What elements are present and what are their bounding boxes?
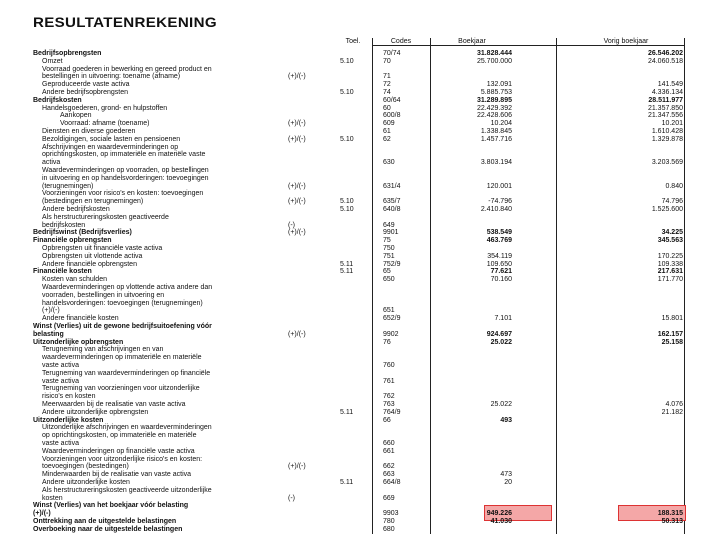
row-label: Waardeverminderingen op voorraden, op bestellingen [42, 167, 209, 174]
row-label: Omzet [42, 57, 63, 65]
row-label: kosten [42, 494, 63, 502]
row-code: 662 [383, 463, 395, 471]
row-note: 5.10 [340, 135, 354, 143]
row-sign: (+)/(-) [288, 73, 306, 81]
row-label: op oprichtingskosten, op immateriële en materiële [42, 432, 197, 440]
row-current-value: -74.796 [488, 198, 512, 206]
row-previous-value: 74.796 [661, 198, 683, 206]
row-label: Waardeverminderingen op financiële vaste activa [42, 447, 195, 455]
row-label: Winst (Verlies) uit de gewone bedrijfsuitoefening vóór [33, 323, 212, 330]
table-row [0, 151, 720, 159]
row-current-value: 924.697 [486, 330, 512, 338]
row-label: oprichtingskosten, op immateriële en materiële vaste [42, 151, 206, 159]
row-current-value: 10.204 [490, 120, 512, 128]
table-row [0, 362, 720, 370]
row-label: Bedrijfskosten [33, 96, 82, 104]
row-previous-value: 26.546.202 [647, 50, 683, 57]
table-row [0, 105, 720, 113]
table-row [0, 50, 720, 58]
row-label: bedrijfskosten [42, 221, 86, 229]
row-previous-value: 25.158 [661, 338, 683, 346]
row-code: 76 [383, 338, 391, 346]
table-row [0, 479, 720, 487]
header-note: Toel. [345, 38, 361, 45]
row-label: Andere uitzonderlijke kosten [42, 479, 130, 486]
row-code: 751 [383, 252, 395, 260]
row-current-value: 20 [504, 479, 512, 486]
row-previous-value: 21.347.556 [647, 112, 683, 120]
row-label: Andere bedrijfsopbrengsten [42, 89, 129, 96]
row-previous-value: 50.313 [661, 518, 683, 525]
row-code: 764/9 [383, 408, 401, 416]
row-label: voorraden, bestellingen in uitvoering en [42, 291, 165, 299]
table-row [0, 370, 720, 378]
row-label: vaste activa [42, 377, 79, 385]
table-row [0, 81, 720, 89]
row-label: Diensten en diverse goederen [42, 128, 136, 135]
table-row [0, 518, 720, 526]
row-current-value: 354.119 [487, 252, 512, 260]
row-code: 631/4 [383, 182, 401, 190]
table-row [0, 284, 720, 292]
row-previous-value: 1.610.428 [651, 128, 683, 135]
row-code: 640/8 [383, 206, 401, 213]
row-sign: (+)/(-) [288, 198, 306, 206]
row-label: Aankopen [60, 112, 92, 120]
row-label: (terugnemingen) [42, 182, 94, 190]
row-label: Bedrijfswinst (Bedrijfsverlies) [33, 229, 132, 237]
row-sign: (+)/(-) [288, 120, 306, 128]
row-label: Meerwaarden bij de realisatie van vaste activa [42, 401, 186, 408]
row-code: 635/7 [383, 198, 401, 206]
row-previous-value: 21.182 [661, 408, 683, 416]
row-label: Andere uitzonderlijke opbrengsten [42, 408, 149, 416]
row-label: Handelsgoederen, grond- en hulpstoffen [42, 104, 168, 112]
table-row [0, 237, 720, 245]
row-label: Overboeking naar de uitgestelde belastingen [33, 525, 183, 533]
row-label: Bezoldigingen, sociale lasten en pensioenen [42, 135, 181, 143]
row-previous-value: 3.203.569 [651, 159, 683, 167]
table-row [0, 448, 720, 456]
row-current-value: 31.828.444 [476, 50, 512, 57]
page-title: RESULTATENREKENING [33, 14, 217, 30]
row-note: 5.11 [340, 479, 354, 486]
row-label: Andere financiële kosten [42, 315, 119, 323]
row-previous-value: 1.329.878 [651, 135, 683, 143]
table-row [0, 245, 720, 253]
table-row [0, 510, 720, 518]
row-label: Financiële kosten [33, 268, 92, 276]
row-label: Uitzonderlijke kosten [33, 416, 104, 424]
table-row [0, 229, 720, 237]
row-current-value: 25.022 [490, 401, 512, 408]
table-row [0, 393, 720, 401]
row-label: (+)/(-) [33, 510, 51, 518]
row-code: 750 [383, 245, 395, 252]
row-label: Voorzieningen voor uitzonderlijke risico's en kosten: [42, 455, 203, 463]
row-previous-value: 141.549 [657, 81, 683, 89]
table-row [0, 128, 720, 136]
row-code: 75 [383, 237, 391, 245]
row-label: (bestedingen en terugnemingen) [42, 198, 144, 206]
row-code: 760 [383, 362, 395, 369]
row-code: 9901 [383, 229, 399, 237]
row-label: activa [42, 159, 61, 167]
row-sign: (-) [288, 221, 295, 229]
row-note: 5.10 [340, 89, 354, 96]
table-row [0, 432, 720, 440]
table-row [0, 120, 720, 128]
row-code: 60/64 [383, 96, 401, 104]
row-current-value: 1.338.845 [480, 128, 512, 135]
row-label: Als herstructureringskosten geactiveerde uitzonderlijke [42, 486, 212, 494]
row-code: 663 [383, 471, 395, 479]
row-code: 761 [383, 377, 395, 385]
row-current-value: 7.101 [494, 315, 512, 323]
table-row [0, 144, 720, 152]
row-sign: (+)/(-) [288, 229, 306, 237]
row-code: 660 [383, 440, 395, 447]
row-label: Voorraad: afname (toename) [60, 120, 150, 128]
row-current-value: 25.700.000 [476, 57, 512, 65]
row-current-value: 5.885.753 [480, 89, 512, 96]
row-current-value: 25.022 [490, 338, 512, 346]
row-code: 762 [383, 393, 395, 401]
row-previous-value: 188.315 [657, 510, 683, 518]
table-row [0, 253, 720, 261]
row-current-value: 949.226 [486, 510, 512, 518]
row-code: 65 [383, 268, 391, 276]
row-previous-value: 109.338 [657, 260, 683, 268]
table-row [0, 307, 720, 315]
table-row [0, 339, 720, 347]
row-code: 752/9 [383, 260, 401, 268]
row-previous-value: 217.631 [657, 268, 683, 276]
row-current-value: 538.549 [486, 229, 512, 237]
header-previous: Vorig boekjaar [603, 38, 649, 45]
row-label: toevoegingen (bestedingen) [42, 463, 129, 471]
table-row [0, 222, 720, 230]
row-label: Andere bedrijfskosten [42, 206, 110, 213]
table-row [0, 495, 720, 503]
table-row [0, 417, 720, 425]
table-row [0, 198, 720, 206]
row-label: vaste activa [42, 440, 79, 447]
row-note: 5.10 [340, 57, 354, 65]
row-sign: (+)/(-) [288, 463, 306, 471]
row-code: 74 [383, 89, 391, 96]
row-current-value: 2.410.840 [480, 206, 512, 213]
row-previous-value: 4.076 [665, 401, 683, 408]
table-row [0, 136, 720, 144]
row-label: Kosten van schulden [42, 276, 107, 284]
row-label: Voorzieningen voor risico's en kosten: toevoegingen [42, 190, 204, 198]
header-rule [372, 45, 684, 46]
row-code: 70/74 [383, 50, 401, 57]
row-current-value: 109.650 [486, 260, 512, 268]
table-row [0, 112, 720, 120]
row-previous-value: 1.525.600 [651, 206, 683, 213]
row-code: 763 [383, 401, 395, 408]
row-previous-value: 162.157 [657, 330, 683, 338]
row-code: 62 [383, 135, 391, 143]
row-note: 5.11 [340, 268, 354, 276]
row-sign: (+)/(-) [288, 135, 306, 143]
row-previous-value: 4.336.134 [651, 89, 683, 96]
row-current-value: 22.429.392 [476, 104, 512, 112]
table-row [0, 58, 720, 66]
row-code: 652/9 [383, 315, 401, 323]
row-code: 72 [383, 81, 391, 89]
row-label: belasting [33, 330, 64, 338]
row-previous-value: 21.357.850 [647, 104, 683, 112]
row-code: 650 [383, 276, 395, 284]
table-row [0, 159, 720, 167]
row-note: 5.11 [340, 260, 354, 268]
table-row [0, 89, 720, 97]
row-note: 5.10 [340, 206, 354, 213]
table-row [0, 526, 720, 534]
row-label: Minderwaarden bij de realisatie van vaste activa [42, 471, 192, 479]
table-row [0, 190, 720, 198]
row-label: Terugneming van waardeverminderingen op financiële [42, 369, 211, 377]
row-code: 66 [383, 416, 391, 424]
row-code: 609 [383, 120, 395, 128]
row-note: 5.11 [340, 408, 354, 416]
row-label: Afschrijvingen en waardeverminderingen op [42, 143, 179, 151]
row-label: Voorraad goederen in bewerking en gereed product en [42, 65, 212, 73]
row-current-value: 31.289.895 [476, 96, 512, 104]
row-code: 649 [383, 221, 395, 229]
row-previous-value: 10.201 [661, 120, 683, 128]
table-row [0, 315, 720, 323]
header-current: Boekjaar [458, 38, 486, 45]
row-previous-value: 24.060.518 [647, 57, 683, 65]
table-row [0, 66, 720, 74]
row-label: in uitvoering en op handelsvorderingen: toevoegingen [42, 174, 209, 182]
table-row [0, 214, 720, 222]
table-row [0, 300, 720, 308]
row-current-value: 77.621 [490, 268, 512, 276]
row-code: 630 [383, 159, 395, 167]
table-row [0, 331, 720, 339]
row-current-value: 1.457.716 [480, 135, 512, 143]
row-label: Terugneming van voorzieningen voor uitzonderlijke [42, 385, 200, 393]
table-row [0, 292, 720, 300]
table-row [0, 323, 720, 331]
row-label: vaste activa [42, 362, 79, 369]
row-label: Uitzonderlijke opbrengsten [33, 338, 124, 346]
table-row [0, 167, 720, 175]
table-row [0, 354, 720, 362]
row-previous-value: 170.225 [657, 252, 683, 260]
table-row [0, 261, 720, 269]
row-code: 600/8 [383, 112, 401, 120]
row-code: 70 [383, 57, 391, 65]
row-previous-value: 28.511.977 [648, 96, 683, 104]
row-previous-value: 0.840 [665, 182, 683, 190]
row-code: 60 [383, 104, 391, 112]
row-current-value: 3.803.194 [480, 159, 512, 167]
row-label: Terugneming van afschrijvingen en van [42, 346, 164, 354]
row-previous-value: 34.225 [661, 229, 683, 237]
table-row [0, 502, 720, 510]
table-row [0, 175, 720, 183]
row-previous-value: 171.770 [657, 276, 683, 284]
row-code: 669 [383, 494, 395, 502]
row-current-value: 493 [500, 416, 512, 424]
table-row [0, 409, 720, 417]
table-row [0, 378, 720, 386]
row-code: 780 [383, 518, 395, 525]
row-label: Onttrekking aan de uitgestelde belastingen [33, 518, 177, 525]
row-previous-value: 15.801 [661, 315, 683, 323]
table-row [0, 183, 720, 191]
row-current-value: 473 [500, 471, 512, 479]
table-row [0, 424, 720, 432]
table-row [0, 401, 720, 409]
row-label: bestellingen in uitvoering: toename (afname) [42, 73, 181, 81]
row-current-value: 70.160 [490, 276, 512, 284]
row-code: 71 [383, 73, 391, 81]
table-row [0, 268, 720, 276]
row-code: 664/8 [383, 479, 401, 486]
table-row [0, 456, 720, 464]
row-current-value: 22.428.606 [476, 112, 512, 120]
table-row [0, 487, 720, 495]
table-row [0, 463, 720, 471]
row-label: Opbrengsten uit financiële vaste activa [42, 245, 163, 252]
row-code: 9902 [383, 330, 399, 338]
row-code: 661 [383, 447, 395, 455]
row-previous-value: 345.563 [657, 237, 683, 245]
row-label: Opbrengsten uit vlottende activa [42, 252, 143, 260]
table-row [0, 276, 720, 284]
header-code: Codes [390, 38, 412, 45]
row-current-value: 132.091 [486, 81, 512, 89]
row-label: Uitzonderlijke afschrijvingen en waardeverminderingen [42, 424, 212, 432]
table-row [0, 440, 720, 448]
row-label: Geproduceerde vaste activa [42, 81, 130, 89]
row-label: Bedrijfsopbrengsten [33, 50, 102, 57]
row-label: risico's en kosten [42, 393, 96, 401]
row-label: waardeverminderingen op immateriële en materiële [42, 354, 202, 362]
row-label: Winst (Verlies) van het boekjaar vóór belasting [33, 502, 189, 510]
table-row [0, 385, 720, 393]
row-note: 5.10 [340, 198, 354, 206]
row-label: Financiële opbrengsten [33, 237, 112, 245]
row-code: 651 [383, 307, 395, 315]
row-label: (+)/(-) [42, 307, 60, 315]
row-code: 680 [383, 525, 395, 533]
row-sign: (+)/(-) [288, 330, 306, 338]
row-current-value: 120.001 [486, 182, 512, 190]
row-code: 61 [383, 128, 391, 135]
table-row [0, 206, 720, 214]
row-label: handelsvorderingen: toevoegingen (terugnemingen) [42, 299, 203, 307]
row-sign: (-) [288, 494, 295, 502]
row-code: 9903 [383, 510, 399, 518]
row-sign: (+)/(-) [288, 182, 306, 190]
row-label: Waardeverminderingen op vlottende activa andere dan [42, 284, 213, 291]
table-row [0, 346, 720, 354]
row-current-value: 41.030 [490, 518, 512, 525]
table-row [0, 471, 720, 479]
table-row [0, 97, 720, 105]
row-label: Als herstructureringskosten geactiveerde [42, 213, 169, 221]
table-row [0, 73, 720, 81]
row-current-value: 463.769 [486, 237, 512, 245]
row-label: Andere financiële opbrengsten [42, 260, 137, 268]
